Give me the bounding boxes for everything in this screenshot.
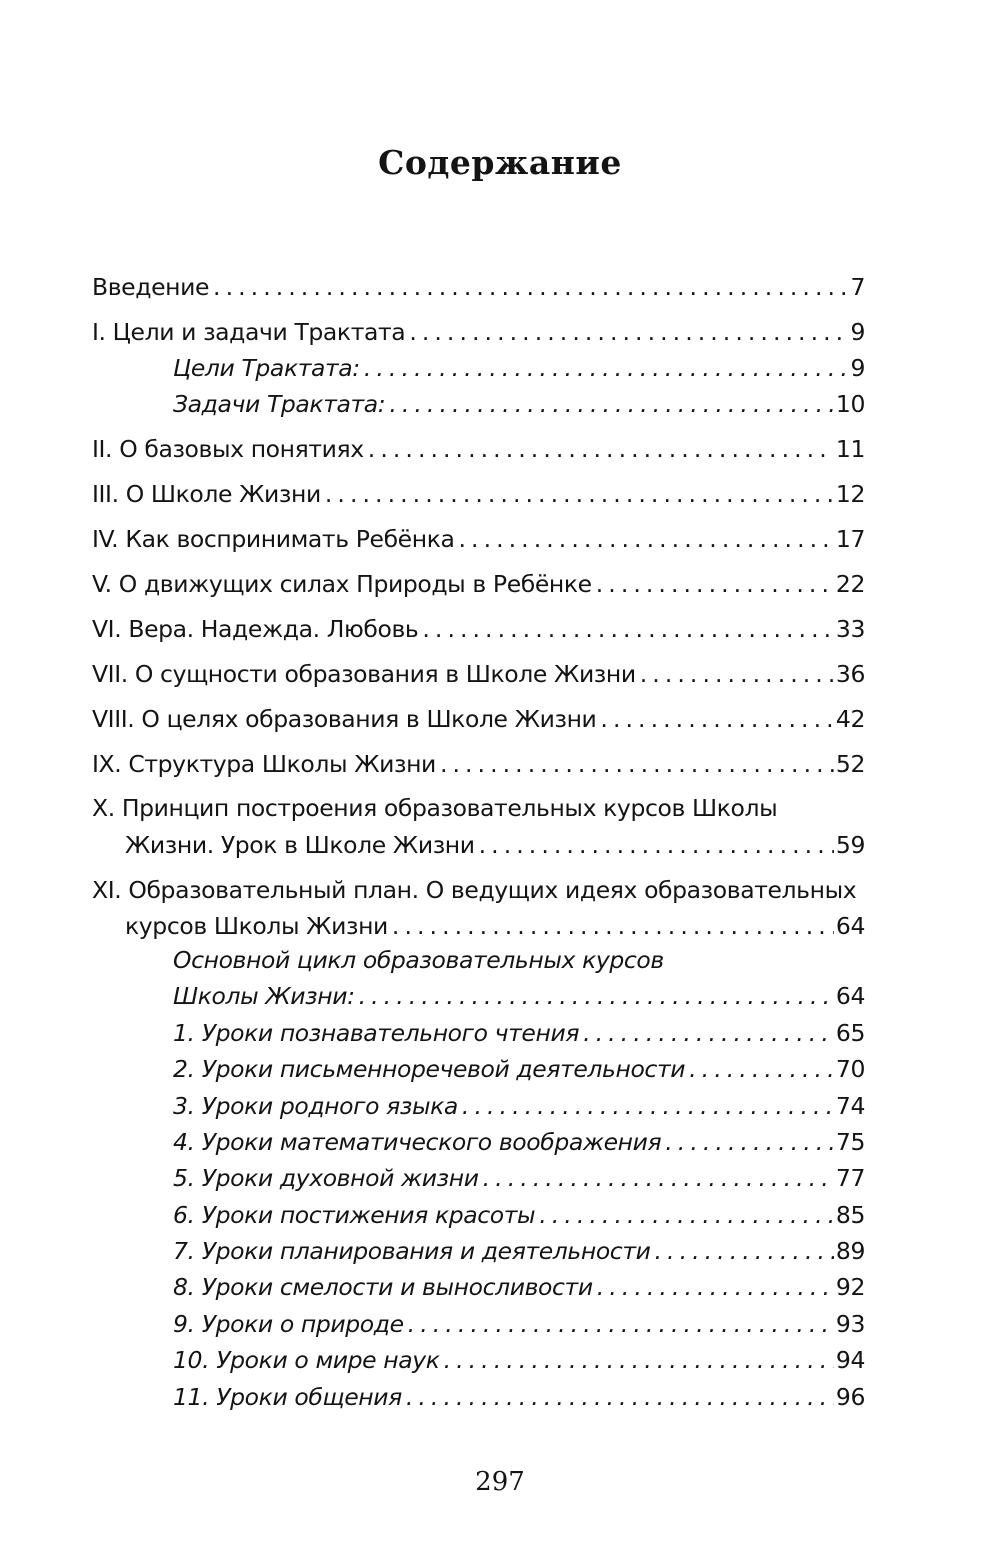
dot-leader xyxy=(483,1161,834,1195)
toc-subentry-lessons-3[interactable] xyxy=(173,1089,865,1123)
toc-entry-title: VII. О сущности образования в Школе Жизни xyxy=(92,660,636,688)
toc-entry-page: 93 xyxy=(835,1310,865,1338)
toc-entry-title: 10. Уроки о мире наук xyxy=(173,1346,440,1374)
toc-subentry-lessons-4[interactable] xyxy=(173,1125,865,1159)
dot-leader xyxy=(539,1198,834,1232)
toc-entry-title: 1. Уроки познавательного чтения xyxy=(173,1019,580,1047)
toc-entry-page: 9 xyxy=(850,354,865,382)
toc-entry-page: 64 xyxy=(835,982,865,1010)
toc-entry-chapter-10[interactable] xyxy=(125,828,865,862)
toc-entry-title: 5. Уроки духовной жизни xyxy=(173,1164,479,1192)
toc-entry-title: Школы Жизни: xyxy=(173,982,355,1010)
toc-entry-page: 96 xyxy=(835,1383,865,1411)
dot-leader xyxy=(689,1052,834,1086)
toc-subentry-main-cycle-line1[interactable]: Основной цикл образовательных курсов xyxy=(173,946,664,974)
toc-entry-introduction[interactable] xyxy=(92,270,865,304)
toc-entry-title: 8. Уроки смелости и выносливости xyxy=(173,1273,593,1301)
toc-subentry-goals[interactable] xyxy=(173,351,865,385)
toc-subentry-lessons-11[interactable] xyxy=(173,1380,865,1414)
toc-entry-page: 59 xyxy=(835,831,865,859)
toc-entry-page: 75 xyxy=(835,1128,865,1156)
toc-subentry-lessons-10[interactable] xyxy=(173,1343,865,1377)
toc-subentry-lessons-2[interactable] xyxy=(173,1052,865,1086)
dot-leader xyxy=(389,387,834,421)
toc-entry-title: Задачи Трактата: xyxy=(173,390,386,418)
toc-entry-title: 6. Уроки постижения красоты xyxy=(173,1201,536,1229)
toc-entry-title: V. О движущих силах Природы в Ребёнке xyxy=(92,570,592,598)
toc-entry-title: II. О базовых понятиях xyxy=(92,435,364,463)
toc-entry-page: 33 xyxy=(835,615,865,643)
dot-leader xyxy=(665,1125,834,1159)
toc-entry-title: 4. Уроки математического воображения xyxy=(173,1128,662,1156)
toc-entry-page: 77 xyxy=(835,1164,865,1192)
dot-leader xyxy=(368,432,834,466)
toc-entry-page: 22 xyxy=(835,570,865,598)
dot-leader xyxy=(409,315,848,349)
toc-entry-title: III. О Школе Жизни xyxy=(92,480,321,508)
toc-entry-title: курсов Школы Жизни xyxy=(125,912,388,940)
toc-entry-page: 10 xyxy=(835,390,865,418)
toc-entry-page: 92 xyxy=(835,1273,865,1301)
toc-entry-page: 11 xyxy=(835,435,865,463)
toc-subentry-lessons-5[interactable] xyxy=(173,1161,865,1195)
toc-entry-page: 70 xyxy=(835,1055,865,1083)
toc-entry-page: 89 xyxy=(835,1237,865,1265)
toc-entry-title: IV. Как воспринимать Ребёнка xyxy=(92,525,455,553)
toc-subentry-lessons-6[interactable] xyxy=(173,1198,865,1232)
dot-leader xyxy=(359,979,834,1013)
toc-entry-title: 11. Уроки общения xyxy=(173,1383,402,1411)
toc-entry-page: 12 xyxy=(835,480,865,508)
toc-subentry-lessons-8[interactable] xyxy=(173,1270,865,1304)
dot-leader xyxy=(406,1380,834,1414)
toc-entry-title: I. Цели и задачи Трактата xyxy=(92,318,406,346)
toc-entry-title: 3. Уроки родного языка xyxy=(173,1092,458,1120)
toc-subentry-lessons-7[interactable] xyxy=(173,1234,865,1268)
toc-subentry-lessons-1[interactable] xyxy=(173,1016,865,1050)
toc-entry-page: 7 xyxy=(850,273,865,301)
page-title: Содержание xyxy=(378,143,622,182)
dot-leader xyxy=(597,1270,834,1304)
dot-leader xyxy=(600,702,833,736)
toc-entry-page: 42 xyxy=(835,705,865,733)
toc-entry-chapter-8[interactable] xyxy=(92,702,865,736)
dot-leader xyxy=(596,567,834,601)
dot-leader xyxy=(458,522,833,556)
dot-leader xyxy=(583,1016,834,1050)
toc-entry-page: 85 xyxy=(835,1201,865,1229)
dot-leader xyxy=(408,1307,834,1341)
toc-entry-title: Введение xyxy=(92,273,210,301)
dot-leader xyxy=(325,477,834,511)
toc-entry-page: 17 xyxy=(835,525,865,553)
toc-entry-chapter-11[interactable] xyxy=(125,909,865,943)
toc-entry-chapter-9[interactable] xyxy=(92,747,865,781)
toc-entry-chapter-3[interactable] xyxy=(92,477,865,511)
toc-entry-title: Цели Трактата: xyxy=(173,354,360,382)
toc-subentry-main-cycle[interactable] xyxy=(173,979,865,1013)
dot-leader xyxy=(479,828,834,862)
toc-entry-title: 9. Уроки о природе xyxy=(173,1310,404,1338)
dot-leader xyxy=(444,1343,834,1377)
toc-entry-page: 65 xyxy=(835,1019,865,1047)
toc-entry-title: VI. Вера. Надежда. Любовь xyxy=(92,615,419,643)
toc-entry-chapter-4[interactable] xyxy=(92,522,865,556)
toc-entry-chapter-10-line1[interactable]: X. Принцип построения образовательных курсов Школы xyxy=(92,794,778,822)
toc-entry-page: 36 xyxy=(835,660,865,688)
dot-leader xyxy=(213,270,848,304)
toc-entry-page: 64 xyxy=(835,912,865,940)
toc-subentry-lessons-9[interactable] xyxy=(173,1307,865,1341)
dot-leader xyxy=(462,1089,834,1123)
dot-leader xyxy=(654,1234,833,1268)
toc-entry-chapter-2[interactable] xyxy=(92,432,865,466)
toc-entry-chapter-11-line1[interactable]: XI. Образовательный план. О ведущих идеях образовательных xyxy=(92,876,857,904)
toc-entry-page: 94 xyxy=(835,1346,865,1374)
toc-entry-chapter-6[interactable] xyxy=(92,612,865,646)
toc-entry-chapter-5[interactable] xyxy=(92,567,865,601)
toc-entry-chapter-7[interactable] xyxy=(92,657,865,691)
page-number: 297 xyxy=(475,1467,525,1497)
toc-entry-title: Жизни. Урок в Школе Жизни xyxy=(125,831,475,859)
toc-entry-title: 7. Уроки планирования и деятельности xyxy=(173,1237,651,1265)
toc-entry-title: 2. Уроки письменноречевой деятельности xyxy=(173,1055,686,1083)
toc-entry-page: 74 xyxy=(835,1092,865,1120)
toc-entry-page: 52 xyxy=(835,750,865,778)
dot-leader xyxy=(640,657,834,691)
dot-leader xyxy=(364,351,849,385)
toc-entry-chapter-1[interactable] xyxy=(92,315,865,349)
dot-leader xyxy=(392,909,834,943)
dot-leader xyxy=(422,612,834,646)
toc-entry-title: IX. Структура Школы Жизни xyxy=(92,750,436,778)
toc-entry-page: 9 xyxy=(850,318,865,346)
toc-subentry-tasks[interactable] xyxy=(173,387,865,421)
toc-entry-title: VIII. О целях образования в Школе Жизни xyxy=(92,705,597,733)
dot-leader xyxy=(440,747,834,781)
